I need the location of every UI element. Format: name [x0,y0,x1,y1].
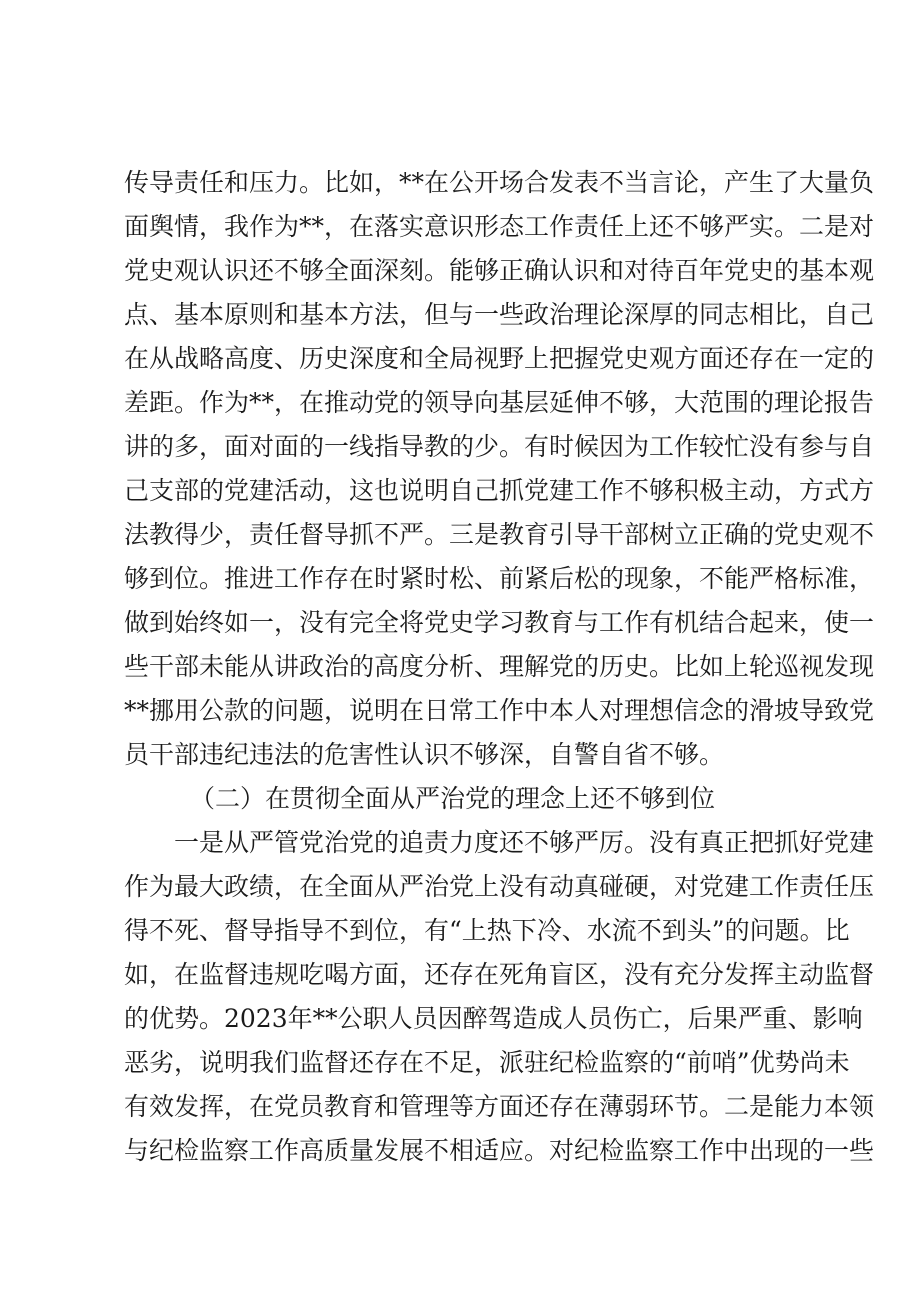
body-line-14: 员干部违纪违法的危害性认识不够深，自警自省不够。 [124,740,725,769]
body-line-9: 法教得少，责任督导抓不严。三是教育引导干部树立正确的党史观不 [124,520,875,549]
body-line-1: 传导责任和压力。比如，**在公开场合发表不当言论，产生了大量负 [124,168,875,197]
body-line-10: 够到位。推进工作存在时紧时松、前紧后松的现象，不能严格标准， [124,564,875,593]
body-line-2: 面舆情，我作为**，在落实意识形态工作责任上还不够严实。二是对 [124,212,875,241]
body-line-4: 点、基本原则和基本方法，但与一些政治理论深厚的同志相比，自己 [124,300,875,329]
body-line-13: **挪用公款的问题，说明在日常工作中本人对理想信念的滑坡导致党 [124,696,875,725]
body-line-5: 在从战略高度、历史深度和全局视野上把握党史观方面还存在一定的 [124,344,875,373]
section-heading: （二）在贯彻全面从严治党的理念上还不够到位 [190,784,716,813]
body-line-20: 的优势。2023年**公职人员因醉驾造成人员伤亡，后果严重、影响 [124,1004,863,1033]
body-line-6: 差距。作为**，在推动党的领导向基层延伸不够，大范围的理论报告 [124,388,875,417]
body-line-21: 恶劣，说明我们监督还存在不足，派驻纪检监察的“前哨”优势尚未 [124,1048,850,1077]
body-line-23: 与纪检监察工作高质量发展不相适应。对纪检监察工作中出现的一些 [124,1136,875,1165]
body-line-8: 己支部的党建活动，这也说明自己抓党建工作不够积极主动，方式方 [124,476,875,505]
body-line-16: 一是从严管党治党的追责力度还不够严厉。没有真正把抓好党建 [174,828,875,857]
body-line-3: 党史观认识还不够全面深刻。能够正确认识和对待百年党史的基本观 [124,256,875,285]
body-line-19: 如，在监督违规吃喝方面，还存在死角盲区，没有充分发挥主动监督 [124,960,875,989]
body-line-7: 讲的多，面对面的一线指导教的少。有时候因为工作较忙没有参与自 [124,432,875,461]
body-line-11: 做到始终如一，没有完全将党史学习教育与工作有机结合起来，使一 [124,608,875,637]
body-line-18: 得不死、督导指导不到位，有“上热下冷、水流不到头”的问题。比 [124,916,850,945]
body-line-22: 有效发挥，在党员教育和管理等方面还存在薄弱环节。二是能力本领 [124,1092,875,1121]
body-line-17: 作为最大政绩，在全面从严治党上没有动真碰硬，对党建工作责任压 [124,872,875,901]
body-line-12: 些干部未能从讲政治的高度分析、理解党的历史。比如上轮巡视发现 [124,652,875,681]
